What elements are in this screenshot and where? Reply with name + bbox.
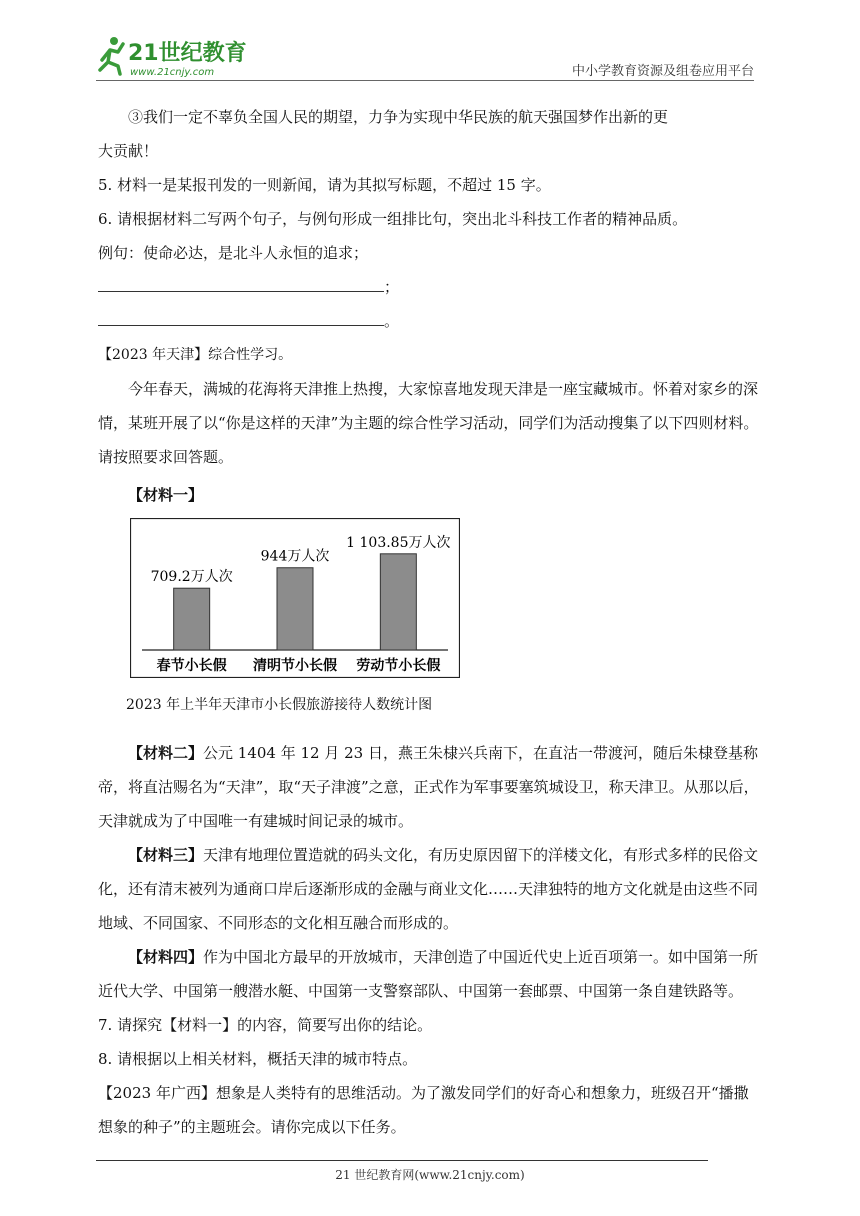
intro-paragraph: 今年春天，满城的花海将天津推上热搜，大家惊喜地发现天津是一座宝藏城市。怀着对家乡的深情，某班开展了以“你是这样的天津”为主题的综合性学习活动，同学们为活动搜集了以下四则材料。请按照要求回答题。 <box>98 380 759 466</box>
material-2 <box>98 736 762 838</box>
answer-blank[interactable] <box>98 273 384 292</box>
answer-line-1 <box>98 270 762 304</box>
paragraph-line: 大贡献！ <box>98 142 159 160</box>
header-divider <box>96 80 754 81</box>
question-5: 5. 材料一是某报刊发的一则新闻，请为其拟写标题，不超过 15 字。 <box>98 176 551 194</box>
bar-0 <box>174 588 210 650</box>
answer-line-2 <box>98 304 762 338</box>
bar-1 <box>277 568 313 650</box>
site-logo <box>96 32 266 80</box>
bar-2 <box>380 554 416 650</box>
runner-icon <box>100 37 123 74</box>
paragraph-line: ③我们一定不辜负全国人民的期望，力争为实现中华民族的航天强国梦作出新的更 <box>128 108 669 126</box>
answer-line-end: ； <box>384 278 400 296</box>
chart-caption: 2023 年上半年天津市小长假旅游接待人数统计图 <box>126 697 433 713</box>
bar-category-label: 春节小长假 <box>156 658 227 674</box>
footer-divider <box>96 1160 708 1161</box>
document-body <box>98 100 762 1144</box>
material-2-text: 公元 1404 年 12 月 23 日，燕王朱棣兴兵南下，在直沽一带渡河，随后朱棣登基称帝，将直沽赐名为“天津”，取“天子津渡”之意，正式作为军事要塞筑城设卫，称天津卫。从那以后，天津就成为了中国唯一有建城时间记录的城市。 <box>98 744 759 830</box>
bar-value-label: 1 103.85万人次 <box>346 534 451 551</box>
answer-line-end: 。 <box>384 312 400 330</box>
material-2-label: 【材料二】 <box>128 744 204 762</box>
platform-name: 中小学教育资源及组卷应用平台 <box>571 64 754 79</box>
material-4-text: 作为中国北方最早的开放城市，天津创造了中国近代史上近百项第一。如中国第一所近代大学、中国第一艘潜水艇、中国第一支警察部队、中国第一套邮票、中国第一条自建铁路等。 <box>98 948 759 1000</box>
material-4 <box>98 940 762 1008</box>
material-3-label: 【材料三】 <box>128 846 204 864</box>
guangxi-section: 【2023 年广西】想象是人类特有的思维活动。为了激发同学们的好奇心和想象力，班级召开“播撒想象的种子”的主题班会。请你完成以下任务。 <box>98 1084 749 1136</box>
logo-url: www.21cnjy.com <box>130 67 215 78</box>
material-1-label: 【材料一】 <box>128 486 204 504</box>
material-3 <box>98 838 762 940</box>
answer-blank[interactable] <box>98 307 384 326</box>
bar-chart <box>130 518 460 678</box>
question-6: 6. 请根据材料二写两个句子，与例句形成一组排比句，突出北斗科技工作者的精神品质。 <box>98 210 688 228</box>
question-8: 8. 请根据以上相关材料，概括天津的城市特点。 <box>98 1050 418 1068</box>
bar-value-label: 709.2万人次 <box>150 569 233 586</box>
question-7: 7. 请探究【材料一】的内容，简要写出你的结论。 <box>98 1016 433 1034</box>
material-4-label: 【材料四】 <box>128 948 204 966</box>
bar-category-label: 清明节小长假 <box>253 658 337 674</box>
section-heading: 【2023 年天津】综合性学习。 <box>98 347 293 363</box>
bar-value-label: 944万人次 <box>260 548 330 565</box>
bar-chart-svg <box>130 518 460 678</box>
page-header <box>0 0 860 90</box>
material-3-text: 天津有地理位置造就的码头文化，有历史原因留下的洋楼文化，有形式多样的民俗文化，还有清末被列为通商口岸后逐渐形成的金融与商业文化……天津独特的地方文化就是由这些不同地域、不同国家、不同形态的文化相互融合而形成的。 <box>98 846 759 932</box>
bar-category-label: 劳动节小长假 <box>356 658 441 674</box>
page-footer: 21 世纪教育网(www.21cnjy.com) <box>335 1168 525 1182</box>
logo-title: 21世纪教育 <box>128 41 247 66</box>
example-sentence: 例句：使命必达，是北斗人永恒的追求； <box>98 244 369 262</box>
